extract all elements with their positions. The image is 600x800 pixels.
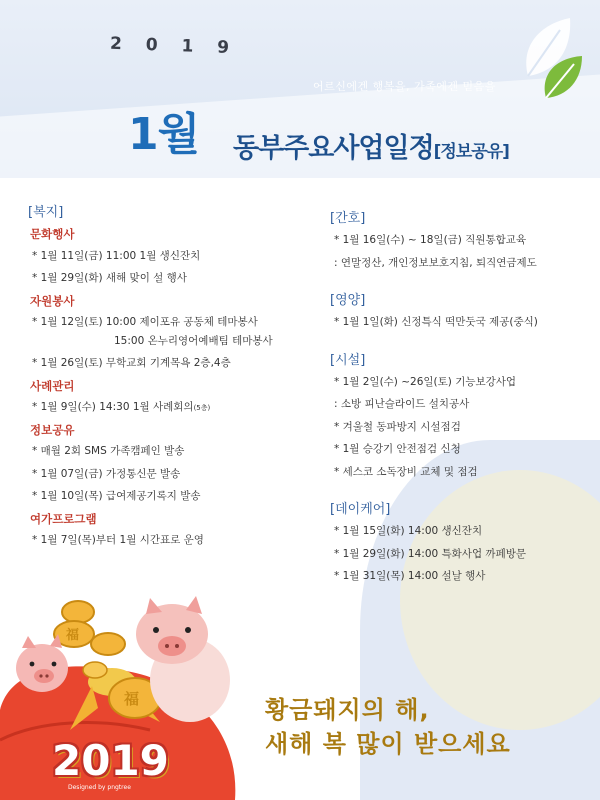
header-slogan: 어르신에겐 행복을, 가족에겐 믿음을 — [313, 80, 496, 93]
list-item-text: * 1월 9일(수) 14:30 1월 사례회의 — [32, 401, 194, 413]
group-title-volunteer: 자원봉사 — [30, 293, 75, 308]
designed-by-credit: Designed by pngtree — [68, 784, 131, 791]
list-item: * 세스코 소독장비 교체 및 점검 — [334, 465, 478, 478]
greeting-line-2: 새해 복 많이 받으세요 — [265, 730, 511, 758]
section-title-nutrition: [영양] — [330, 293, 366, 308]
section-title-nursing: [간호] — [330, 211, 366, 226]
svg-text:福: 福 — [66, 628, 80, 643]
list-item: 15:00 온누리영어예배팀 테마봉사 — [114, 334, 273, 347]
group-title-casework: 사례관리 — [30, 378, 75, 393]
title-tag: [정보공유] — [433, 142, 509, 162]
section-title-daycare: [데이케어] — [330, 502, 391, 517]
list-item: * 겨울철 동파방지 시설점검 — [334, 420, 461, 433]
header-month: 1월 — [128, 109, 200, 160]
page-title — [233, 126, 509, 165]
new-year-greeting — [265, 693, 511, 761]
list-item — [32, 402, 328, 413]
list-item: * 1월 07일(금) 가정통신문 발송 — [32, 467, 181, 480]
list-item: * 1월 29일(화) 새해 맞이 설 행사 — [32, 272, 187, 284]
list-item: * 1월 15일(화) 14:00 생신잔치 — [334, 525, 483, 537]
header-year: 2 0 1 9 — [109, 33, 239, 59]
group-title-info: 정보공유 — [30, 422, 75, 437]
list-item: : 연말정산, 개인정보보호지침, 퇴직연금제도 — [334, 256, 537, 269]
svg-text:福: 福 — [124, 690, 140, 708]
group-title-leisure: 여가프로그램 — [30, 511, 97, 526]
list-item: * 1월 29일(화) 14:00 특화사업 까페방문 — [334, 547, 527, 560]
list-item: * 1월 12일(토) 10:00 제이포유 공동체 테마봉사 — [32, 316, 258, 328]
list-item: : 소방 피난슬라이드 설치공사 — [334, 398, 470, 410]
list-item: * 1월 2일(수) ~26일(토) 기능보강사업 — [334, 375, 517, 388]
year-graphic: 2019 — [52, 736, 169, 785]
section-title-facility: [시설] — [330, 352, 366, 368]
list-item: * 1월 승강기 안전점검 신청 — [334, 443, 461, 455]
welfare-column — [28, 206, 328, 558]
title-text: 동부주요사업일정 — [233, 133, 434, 164]
daycare-section — [330, 503, 600, 582]
leaf-icon — [520, 16, 588, 106]
list-item: * 1월 10일(목) 급여제공기록지 발송 — [32, 490, 201, 502]
list-item: * 1월 26일(토) 무학교회 기계목욕 2층,4층 — [32, 357, 231, 369]
list-item: * 1월 31일(목) 14:00 설날 행사 — [334, 570, 486, 582]
facility-section — [330, 354, 600, 478]
list-item: * 1월 7일(목)부터 1월 시간표로 운영 — [32, 534, 204, 546]
nursing-section — [330, 212, 600, 268]
section-title-welfare: [복지] — [28, 205, 64, 220]
list-item: * 1월 11일(금) 11:00 1월 생신잔치 — [32, 249, 201, 262]
list-item: * 1월 1일(화) 신정특식 떡만둣국 제공(중식) — [334, 316, 538, 328]
right-column — [330, 212, 600, 608]
list-item: * 1월 16일(수) ~ 18일(금) 직원통합교육 — [334, 234, 527, 246]
nutrition-section — [330, 294, 600, 328]
group-title-culture: 문화행사 — [30, 227, 75, 241]
small-pig-icon — [16, 634, 68, 692]
list-item: * 매월 2회 SMS 가족캠페인 발송 — [32, 445, 185, 457]
greeting-line-1: 황금돼지의 해, — [265, 696, 430, 724]
list-item-note: (5층) — [193, 404, 211, 412]
